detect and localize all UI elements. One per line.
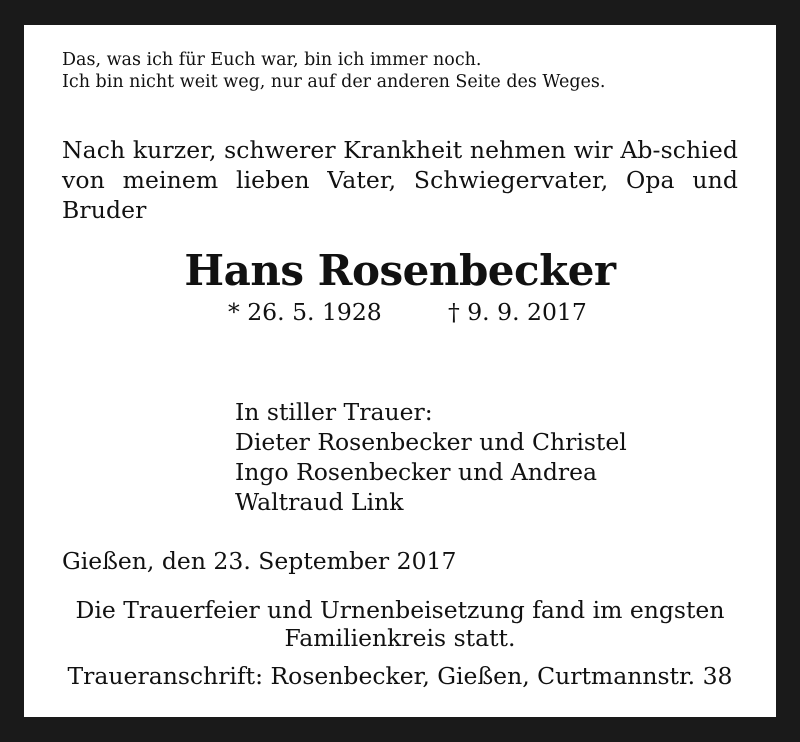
mourner-name: Waltraud Link [235, 488, 404, 516]
funeral-line-1: Die Trauerfeier und Urnenbeisetzung fand im engsten [75, 596, 725, 624]
intro-text: Nach kurzer, schwerer Krankheit nehmen wir Ab-schied von meinem lieben Vater, Schwiegervater, Opa und Bruder [62, 136, 738, 224]
mourner-name: Ingo Rosenbecker und Andrea [235, 458, 598, 486]
birth-date: * 26. 5. 1928 [228, 298, 382, 326]
motto-quote [62, 49, 605, 93]
mourners-heading: In stiller Trauer: [235, 398, 433, 426]
funeral-note [24, 596, 776, 652]
notice-content [24, 25, 776, 717]
obituary-notice [21, 22, 779, 720]
mourner-name: Dieter Rosenbecker und Christel [235, 428, 627, 456]
deceased-name: Hans Rosenbecker [184, 246, 616, 295]
mourning-address: Traueranschrift: Rosenbecker, Gießen, Curtmannstr. 38 [67, 662, 733, 690]
motto-line-2: Ich bin nicht weit weg, nur auf der anderen Seite des Weges. [62, 72, 606, 92]
funeral-line-2: Familienkreis statt. [284, 624, 516, 652]
place-and-date: Gießen, den 23. September 2017 [62, 547, 457, 575]
motto-line-1: Das, was ich für Euch war, bin ich immer noch. [62, 50, 482, 70]
mourners-block [235, 397, 627, 517]
death-date: † 9. 9. 2017 [448, 298, 587, 326]
